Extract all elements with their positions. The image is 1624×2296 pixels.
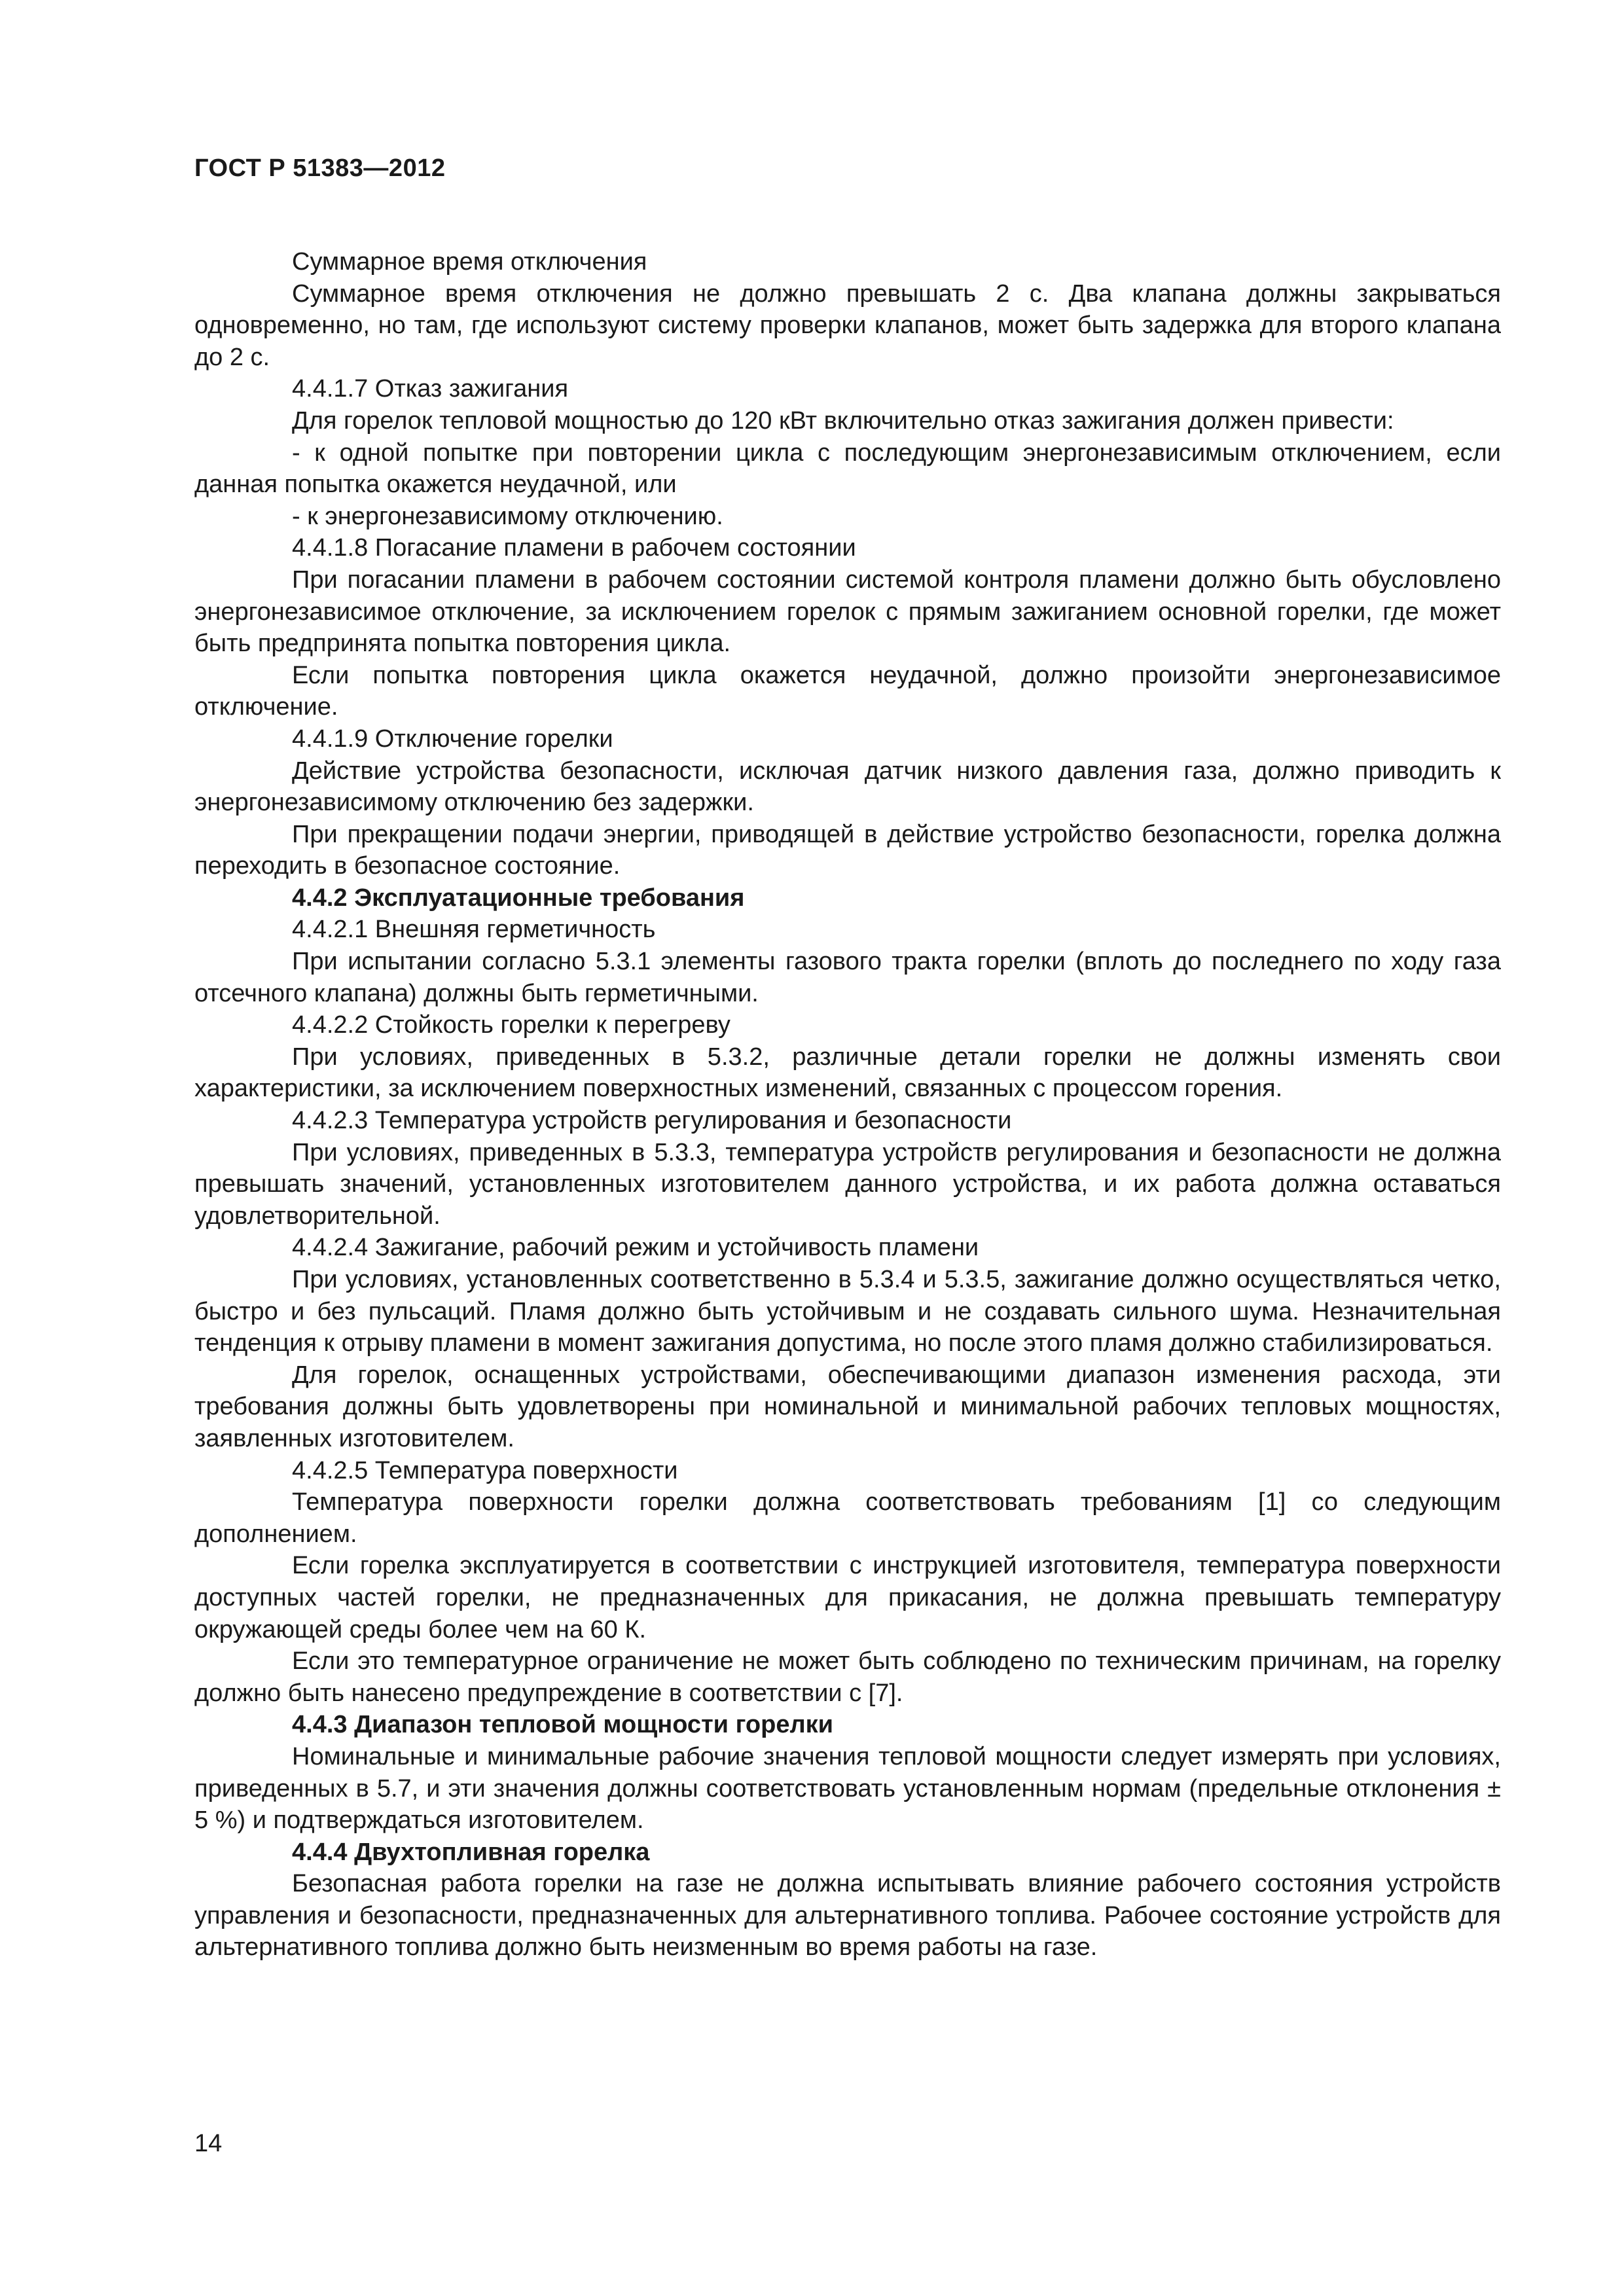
section-heading: 4.4.2.3 Температура устройств регулирования и безопасности [292, 1107, 1012, 1135]
section-heading: 4.4.2.4 Зажигание, рабочий режим и устойчивость пламени [292, 1234, 979, 1262]
paragraph: Для горелок тепловой мощностью до 120 кВт включительно отказ зажигания должен привести: [292, 406, 1394, 435]
paragraph: Если горелка эксплуатируется в соответствии с инструкцией изготовителя, температура поверхности доступных частей горелки, не предназначенных для прикасания, не должна превышать температуру окружающей среды более чем на 60 К. [194, 1552, 1501, 1643]
paragraph: Суммарное время отключения [292, 248, 647, 276]
section-heading-bold: 4.4.3 Диапазон тепловой мощности горелки [292, 1711, 834, 1739]
paragraph: При условиях, приведенных в 5.3.3, температура устройств регулирования и безопасности не должна превышать значений, установленных изготовителем данного устройства, и их работа должна оставаться удовлетворительной. [194, 1138, 1501, 1230]
section-heading: 4.4.2.5 Температура поверхности [292, 1456, 678, 1484]
page-number: 14 [194, 2130, 223, 2157]
section-heading-bold: 4.4.2 Эксплуатационные требования [292, 884, 745, 912]
paragraph: При условиях, установленных соответственно в 5.3.4 и 5.3.5, зажигание должно осуществляться четко, быстро и без пульсаций. Пламя должно быть устойчивым и не создавать сильного шума. Незначительная тенденция к отрыву пламени в момент зажигания допустима, но после этого пламя должно стабилизироваться. [194, 1266, 1501, 1357]
section-heading: 4.4.1.9 Отключение горелки [292, 725, 613, 753]
paragraph: Температура поверхности горелки должна соответствовать требованиям [1] со следующим дополнением. [194, 1488, 1501, 1548]
paragraph: Суммарное время отключения не должно превышать 2 с. Два клапана должны закрываться одновременно, но там, где используют систему проверки клапанов, может быть задержка для второго клапана до 2 с. [194, 279, 1501, 371]
paragraph: При условиях, приведенных в 5.3.2, различные детали горелки не должны изменять свои характеристики, за исключением поверхностных изменений, связанных с процессом горения. [194, 1043, 1501, 1103]
section-heading-bold: 4.4.4 Двухтопливная горелка [292, 1838, 650, 1866]
section-heading: 4.4.2.2 Стойкость горелки к перегреву [292, 1011, 731, 1039]
paragraph: При погасании пламени в рабочем состоянии системой контроля пламени должно быть обусловлено энергонезависимое отключение, за исключением горелок с прямым зажиганием основной горелки, где может быть предпринята попытка повторения цикла. [194, 565, 1501, 658]
section-heading: 4.4.2.1 Внешняя герметичность [292, 916, 656, 944]
list-item: - к энергонезависимому отключению. [292, 502, 723, 530]
paragraph: При испытании согласно 5.3.1 элементы газового тракта горелки (вплоть до последнего по ходу газа отсечного клапана) должны быть герметичными. [194, 948, 1501, 1007]
list-item: - к одной попытке при повторении цикла с последующим энергонезависимым отключением, если данная попытка окажется неудачной, или [194, 439, 1501, 499]
document-header: ГОСТ Р 51383—2012 [194, 154, 446, 182]
section-heading: 4.4.1.8 Погасание пламени в рабочем состоянии [292, 534, 856, 562]
document-body [194, 246, 1501, 1964]
paragraph: При прекращении подачи энергии, приводящей в действие устройство безопасности, горелка должна переходить в безопасное состояние. [194, 820, 1501, 880]
paragraph: Если попытка повторения цикла окажется неудачной, должно произойти энергонезависимое отключение. [194, 661, 1501, 721]
section-heading: 4.4.1.7 Отказ зажигания [292, 375, 569, 403]
paragraph: Если это температурное ограничение не может быть соблюдено по техническим причинам, на горелку должно быть нанесено предупреждение в соответствии с [7]. [194, 1647, 1501, 1707]
paragraph: Для горелок, оснащенных устройствами, обеспечивающими диапазон изменения расхода, эти требования должны быть удовлетворены при номинальной и минимальной рабочих тепловых мощностях, заявленных изготовителем. [194, 1361, 1501, 1452]
paragraph: Номинальные и минимальные рабочие значения тепловой мощности следует измерять при условиях, приведенных в 5.7, и эти значения должны соответствовать установленным нормам (предельные отклонения ± 5 %) и подтверждаться изготовителем. [194, 1742, 1501, 1835]
paragraph: Безопасная работа горелки на газе не должна испытывать влияние рабочего состояния устройств управления и безопасности, предназначенных для альтернативного топлива. Рабочее состояние устройств для альтернативного топлива должно быть неизменным во время работы на газе. [194, 1870, 1501, 1962]
paragraph: Действие устройства безопасности, исключая датчик низкого давления газа, должно приводить к энергонезависимому отключению без задержки. [194, 757, 1501, 817]
